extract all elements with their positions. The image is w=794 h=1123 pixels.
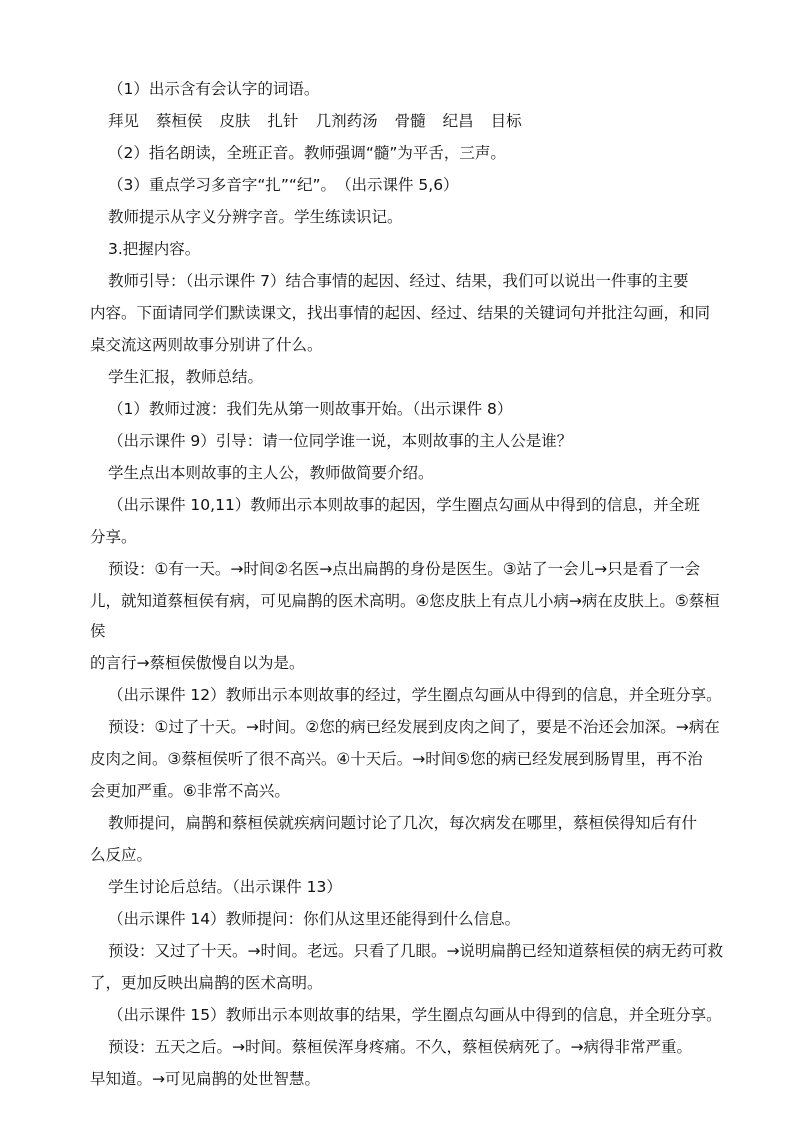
slide10-paragraph-line: 分享。 [90, 528, 137, 546]
hint-paragraph: 教师提示从字义分辨字音。学生练读识记。 [108, 208, 403, 226]
question-paragraph-line: 么反应。 [90, 846, 153, 864]
word-item: 扎针 [267, 112, 299, 130]
preset2-paragraph-line: 会更加严重。⑥非常不高兴。 [90, 782, 290, 800]
word-item: 皮肤 [219, 112, 251, 130]
slide12-paragraph: （出示课件 12）教师出示本则故事的经过，学生圈点勾画从中得到的信息，并全班分享。 [108, 686, 722, 704]
preset3-paragraph-line: 了，更加反映出扁鹊的医术高明。 [90, 974, 323, 992]
word-list [108, 106, 728, 136]
preset1-paragraph-line: 的言行→蔡桓侯傲慢自以为是。 [90, 654, 305, 672]
document-body [90, 74, 728, 1096]
preset4-paragraph-line: 预设：五天之后。→时间。蔡桓侯浑身疼痛。不久，蔡桓侯病死了。→病得非常严重。 [108, 1038, 692, 1056]
report-paragraph: 学生汇报，教师总结。 [108, 368, 264, 386]
word-item: 纪昌 [442, 112, 474, 130]
protagonist-paragraph: 学生点出本则故事的主人公，教师做简要介绍。 [108, 464, 434, 482]
item3-paragraph: （3）重点学习多音字“扎”“纪”。 （出示课件 5,6） [108, 176, 459, 194]
preset2-paragraph-line: 皮肉之间。③蔡桓侯听了很不高兴。④十天后。→时间⑤您的病已经发展到肠胃里，再不治 [90, 750, 703, 768]
slide10-paragraph-line: （出示课件 10,11）教师出示本则故事的起因，学生圈点勾画从中得到的信息，并全班 [108, 496, 700, 514]
guide-paragraph-line: 教师引导：（出示课件 7）结合事情的起因、经过、结果，我们可以说出一件事的主要 [108, 272, 689, 290]
section-heading: 3.把握内容。 [108, 240, 201, 258]
slide15-paragraph: （出示课件 15）教师出示本则故事的结果，学生圈点勾画从中得到的信息，并全班分享。 [108, 1006, 722, 1024]
word-item: 目标 [490, 112, 522, 130]
word-item: 骨髓 [394, 112, 426, 130]
word-item: 拜见 [108, 112, 140, 130]
guide-paragraph-line: 内容。下面请同学们默读课文，找出事情的起因、经过、结果的关键词句并批注勾画，和同 [90, 304, 711, 322]
slide14-paragraph: （出示课件 14）教师提问：你们从这里还能得到什么信息。 [108, 910, 521, 928]
guide-paragraph-line: 桌交流这两则故事分别讲了什么。 [90, 336, 323, 354]
preset1-paragraph-line: 儿，就知道蔡桓侯有病，可见扁鹊的医术高明。④您皮肤上有点儿小病→病在皮肤上。⑤蔡桓侯 [90, 592, 720, 640]
preset4-paragraph-line: 早知道。→可见扁鹊的处世智慧。 [90, 1070, 320, 1088]
slide9-paragraph: （出示课件 9）引导：请一位同学谁一说，本则故事的主人公是谁？ [108, 432, 573, 450]
preset2-paragraph-line: 预设：①过了十天。→时间。②您的病已经发展到皮肉之间了，要是不治还会加深。→病在 [108, 718, 720, 736]
item2-paragraph: （2）指名朗读，全班正音。教师强调“髓”为平舌，三声。 [108, 144, 506, 162]
question-paragraph-line: 教师提问，扁鹊和蔡桓侯就疾病问题讨论了几次，每次病发在哪里，蔡桓侯得知后有什 [108, 814, 698, 832]
discussion-paragraph: 学生讨论后总结。（出示课件 13） [108, 878, 342, 896]
preset3-paragraph-line: 预设：又过了十天。→时间。老远。只看了几眼。→说明扁鹊已经知道蔡桓侯的病无药可救 [108, 942, 723, 960]
item1-title: （1）出示含有会认字的词语。 [108, 80, 320, 98]
word-item: 蔡桓侯 [156, 112, 203, 130]
word-item: 几剂药汤 [315, 112, 378, 130]
preset1-paragraph-line: 预设：①有一天。→时间②名医→点出扁鹊的身份是医生。③站了一会儿→只是看了一会 [108, 560, 701, 578]
transition-paragraph: （1）教师过渡：我们先从第一则故事开始。（出示课件 8） [108, 400, 513, 418]
